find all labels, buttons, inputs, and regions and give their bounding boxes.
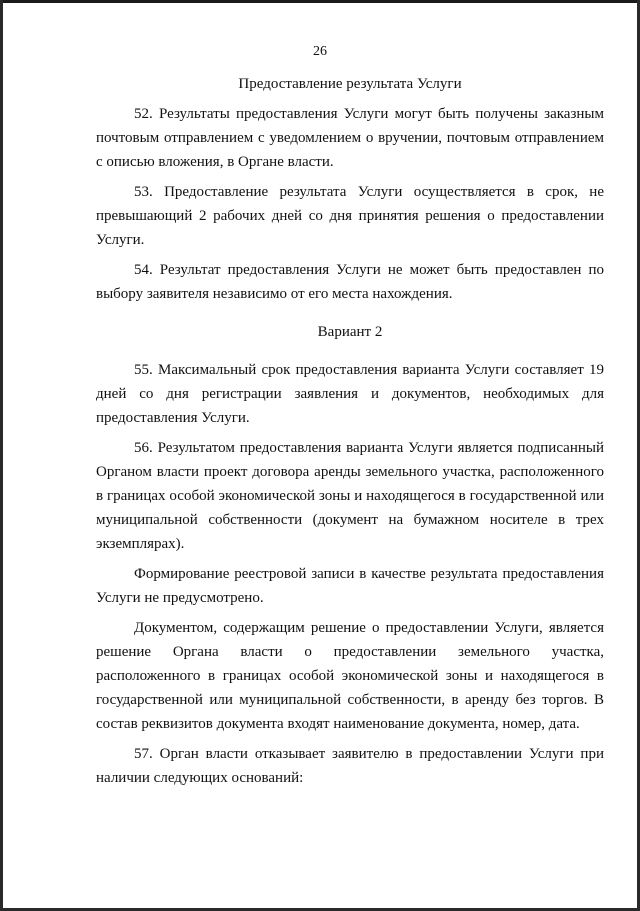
paragraph-54: 54. Результат предоставления Услуги не может быть предоставлен по выбору заявителя независимо от его места нахождения. [96,262,604,302]
paragraph-registry-note: Формирование реестровой записи в качестве результата предоставления Услуги не предусмотрено. [96,566,604,606]
document-body [96,72,604,790]
paragraph-53: 53. Предоставление результата Услуги осуществляется в срок, не превышающий 2 рабочих дней со дня принятия решения о предоставлении Услуги. [96,184,604,248]
scan-border-top [0,0,640,3]
scan-border-left [0,0,3,911]
variant-title: Вариант 2 [317,324,383,340]
paragraph-56: 56. Результатом предоставления варианта Услуги является подписанный Органом власти проект договора аренды земельного участка, расположенного в границах особой экономической зоны и находящегося в государственной или муниципальной собственности (документ на бумажном носителе в трех экземплярах). [96,440,604,552]
paragraph-decision-document: Документом, содержащим решение о предоставлении Услуги, является решение Органа власти о предоставлении земельного участка, расположенного в границах особой экономической зоны и находящегося в государственной или муниципальной собственности, в аренду без торгов. В состав реквизитов документа входят наименование документа, номер, дата. [96,620,604,732]
paragraph-52: 52. Результаты предоставления Услуги могут быть получены заказным почтовым отправлением с уведомлением о вручении, почтовым отправлением с описью вложения, в Органе власти. [96,106,604,170]
section-title: Предоставление результата Услуги [238,76,462,92]
paragraph-57: 57. Орган власти отказывает заявителю в предоставлении Услуги при наличии следующих оснований: [96,746,604,786]
page-number: 26 [313,44,327,59]
paragraph-55: 55. Максимальный срок предоставления варианта Услуги составляет 19 дней со дня регистрации заявления и документов, необходимых для предоставления Услуги. [96,362,604,426]
